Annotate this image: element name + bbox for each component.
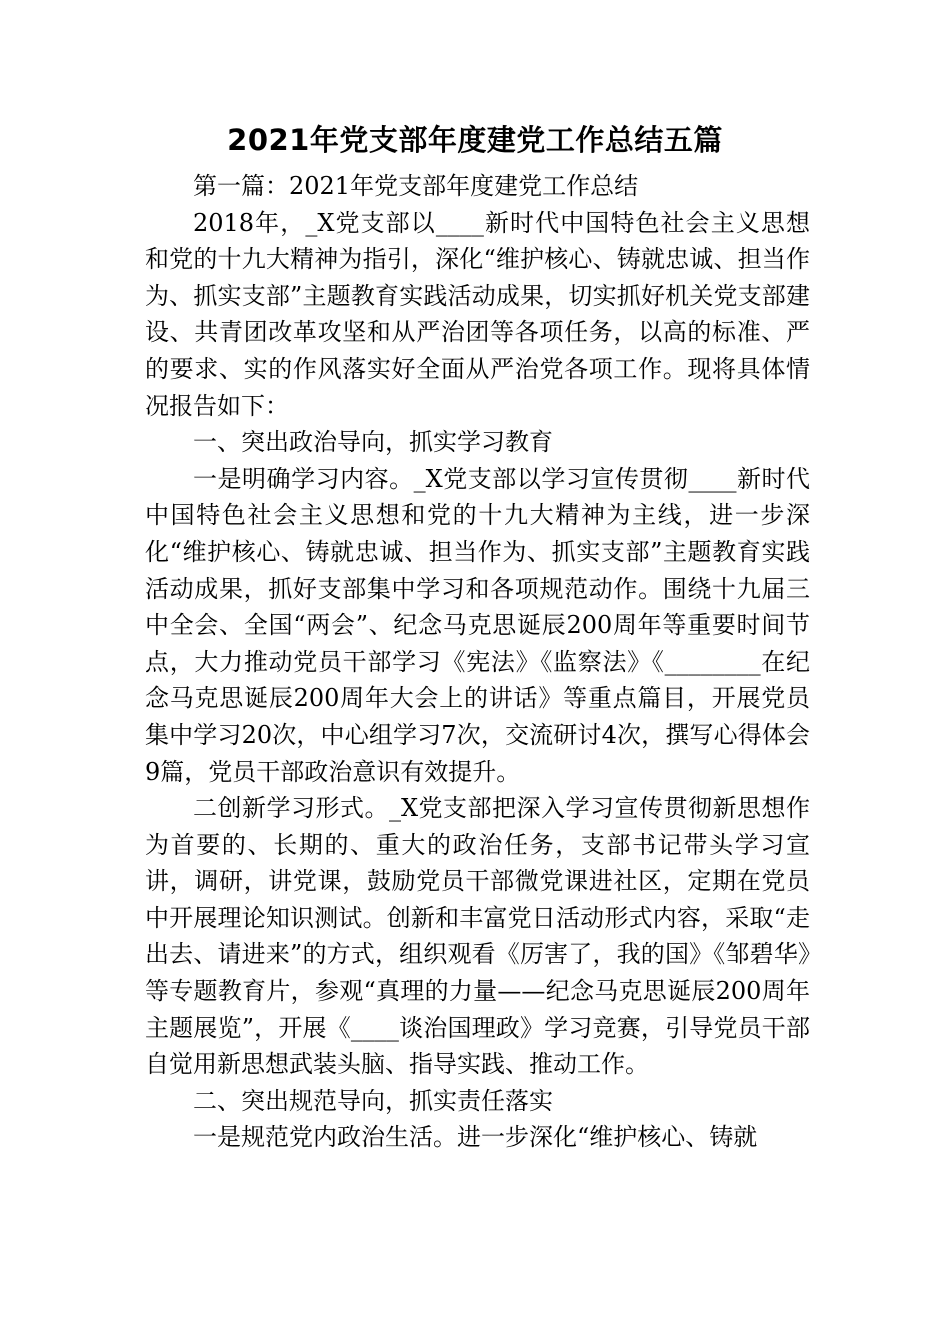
paragraph-study-form: 二创新学习形式。_X党支部把深入学习宣传贯彻新思想作为首要的、长期的、重大的政治任务，支部书记带头学习宣讲，调研，讲党课，鼓励党员干部微党课进社区，定期在党员中开展理论知识测试。创新和丰富党日活动形式内容，采取“走出去、请进来”的方式，组织观看《厉害了，我的国》《邹碧华》等专题教育片，参观“真理的力量——纪念马克思诞辰200周年主题展览”，开展《____谈治国理政》学习竞赛，引导党员干部自觉用新思想武装头脑、指导实践、推动工作。 [145,794,810,1079]
section-heading-political: 一、突出政治导向，抓实学习教育 [193,428,553,457]
section-heading-standards: 二、突出规范导向，抓实责任落实 [193,1086,553,1115]
paragraph-study-content: 一是明确学习内容。_X党支部以学习宣传贯彻____新时代中国特色社会主义思想和党的十九大精神为主线，进一步深化“维护核心、铸就忠诚、担当作为、抓实支部”主题教育实践活动成果，抓好支部集中学习和各项规范动作。围绕十九届三中全会、全国“两会”、纪念马克思诞辰200周年等重要时间节点，大力推动党员干部学习《宪法》《监察法》《________在纪念马克思诞辰200周年大会上的讲话》等重点篇目，开展党员集中学习20次，中心组学习7次，交流研讨4次，撰写心得体会9篇，党员干部政治意识有效提升。 [145,464,810,786]
paragraph-party-life: 一是规范党内政治生活。进一步深化“维护核心、铸就 [193,1123,758,1152]
section-heading-part-one: 第一篇：2021年党支部年度建党工作总结 [193,172,639,200]
document-body [145,168,810,1156]
paragraph-intro: 2018年，_X党支部以____新时代中国特色社会主义思想和党的十九大精神为指引，深化“维护核心、铸就忠诚、担当作为、抓实支部”主题教育实践活动成果，切实抓好机关党支部建设、共青团改革攻坚和从严治团等各项任务，以高的标准、严的要求、实的作风落实好全面从严治党各项工作。现将具体情况报告如下： [145,208,810,420]
document-title: 2021年党支部年度建党工作总结五篇 [227,123,723,157]
